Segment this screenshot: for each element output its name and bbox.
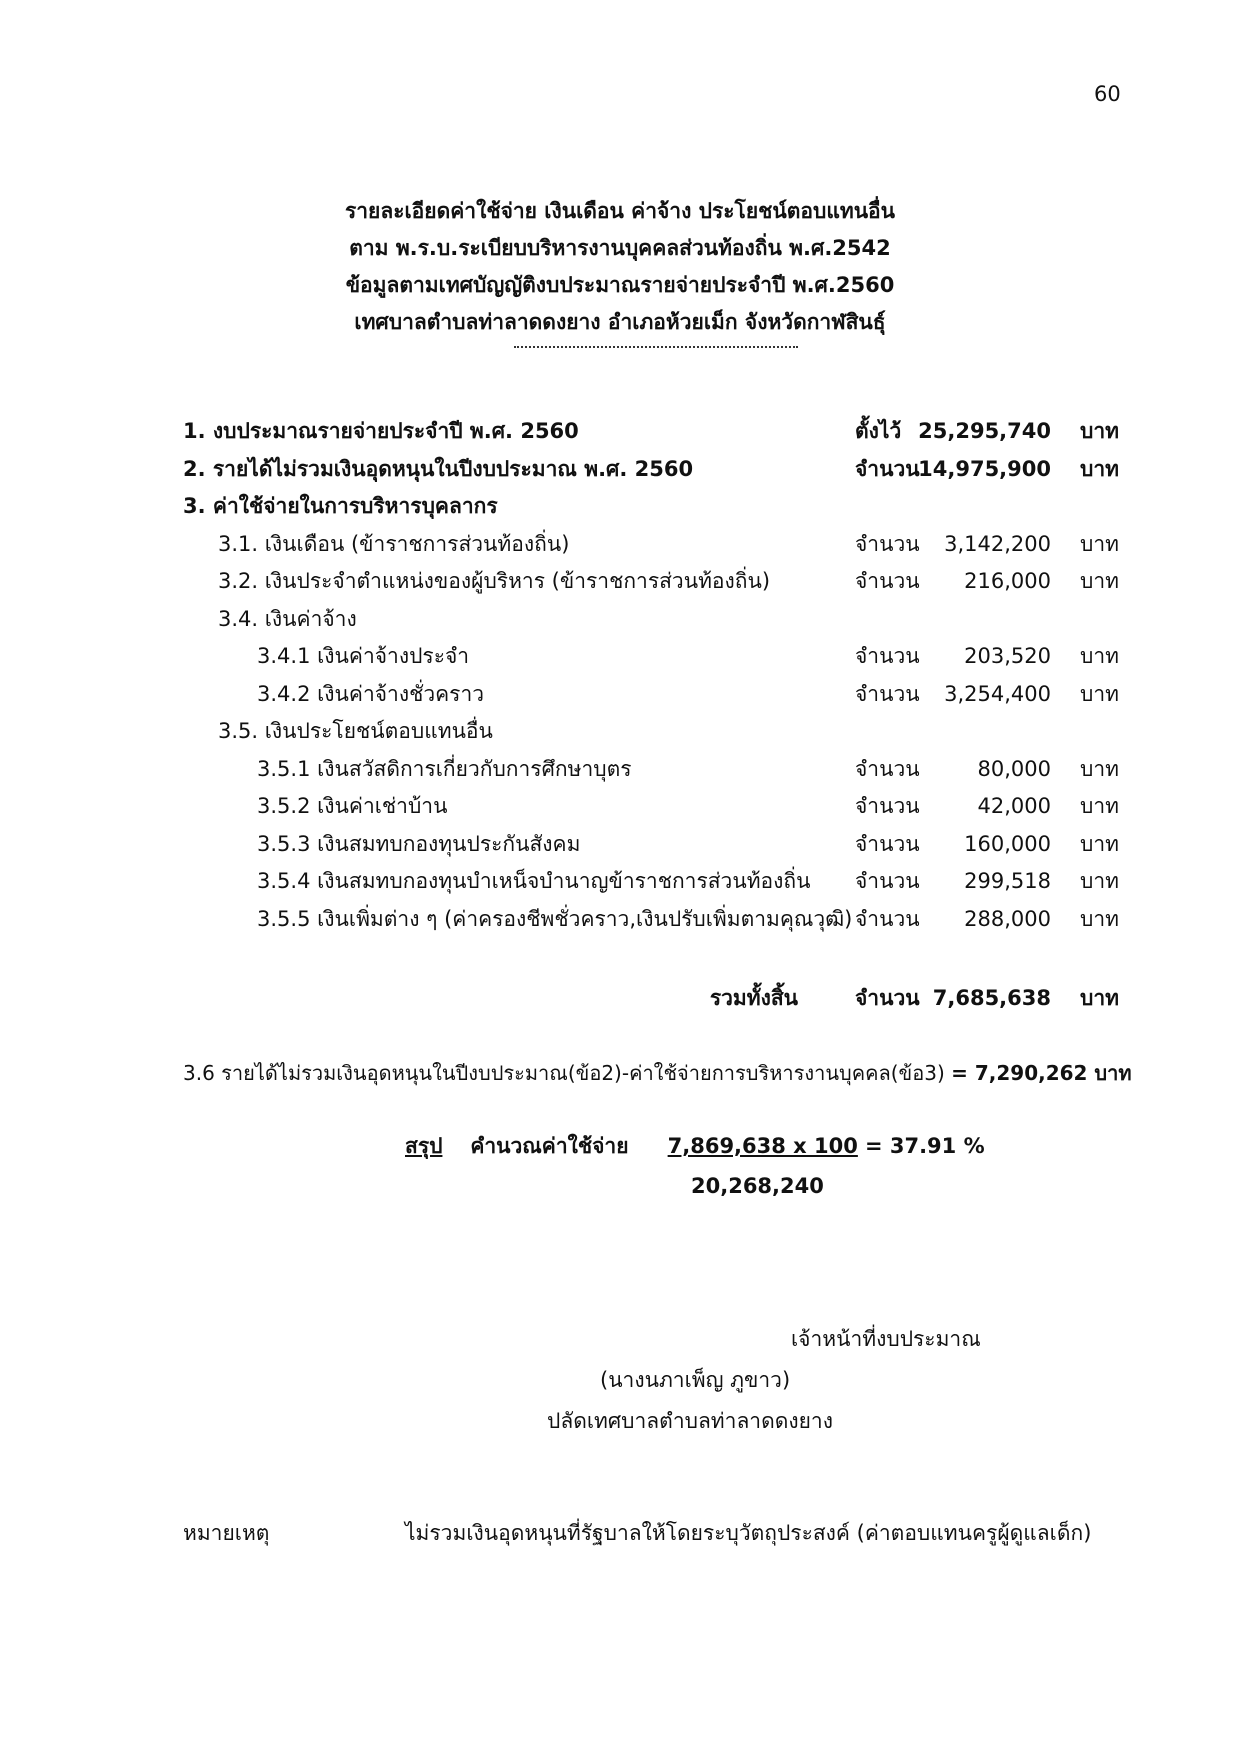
item-3-6-value: = 7,290,262 บาท <box>951 1061 1132 1085</box>
item-qty: จำนวน <box>855 831 920 856</box>
total-unit: บาท <box>1080 986 1119 1010</box>
item-label: 3. ค่าใช้จ่ายในการบริหารบุคลากร <box>183 494 498 518</box>
total-label: รวมทั้งสิ้น <box>709 986 798 1010</box>
list-item <box>183 863 1123 901</box>
item-unit: บาท <box>1080 456 1119 481</box>
list-item <box>183 601 1123 639</box>
item-qty: จำนวน <box>855 794 920 818</box>
signature-position: เจ้าหน้าที่งบประมาณ <box>791 1327 981 1351</box>
summary-word: สรุป <box>405 1134 443 1158</box>
list-item <box>183 676 1123 714</box>
page-number: 60 <box>1094 82 1121 106</box>
total-qty: จำนวน <box>855 986 920 1010</box>
summary-denominator: 20,268,240 <box>691 1174 824 1198</box>
item-amount: 216,000 <box>964 569 1051 593</box>
item-qty: จำนวน <box>855 531 920 556</box>
remark-text: ไม่รวมเงินอุดหนุนที่รัฐบาลให้โดยระบุวัตถุประสงค์ (ค่าตอบแทนครูผู้ดูแลเด็ก) <box>405 1521 1092 1545</box>
item-unit: บาท <box>1080 644 1119 668</box>
item-qty: ตั้งไว้ <box>855 419 902 443</box>
summary-result: = 37.91 % <box>864 1134 985 1158</box>
item-amount: 3,254,400 <box>944 681 1051 706</box>
item-unit: บาท <box>1080 869 1119 893</box>
list-item <box>183 826 1123 864</box>
item-qty: จำนวน <box>855 869 920 893</box>
document-header <box>0 193 1240 341</box>
item-label: 3.4.1 เงินค่าจ้างประจำ <box>257 644 470 668</box>
item-label: 3.5. เงินประโยชน์ตอบแทนอื่น <box>218 719 493 743</box>
item-amount: 288,000 <box>964 906 1051 931</box>
item-qty: จำนวน <box>855 681 920 706</box>
header-line-4: เทศบาลตำบลท่าลาดดงยาง อำเภอห้วยเม็ก จังหวัดกาฬสินธุ์ <box>354 310 886 334</box>
item-unit: บาท <box>1080 831 1119 856</box>
expense-list <box>183 413 1123 938</box>
list-item <box>183 638 1123 676</box>
list-item <box>183 751 1123 789</box>
list-item <box>183 413 1123 451</box>
item-3-6-text: 3.6 รายได้ไม่รวมเงินอุดหนุนในปีงบประมาณ(ข้อ2)-ค่าใช้จ่ายการบริหารงานบุคคล(ข้อ3) <box>183 1061 945 1085</box>
item-label: 3.1. เงินเดือน (ข้าราชการส่วนท้องถิ่น) <box>218 531 570 556</box>
list-item <box>183 451 1123 489</box>
item-qty: จำนวน <box>855 569 920 593</box>
item-amount: 14,975,900 <box>918 456 1051 481</box>
item-label: 3.5.2 เงินค่าเช่าบ้าน <box>257 794 448 818</box>
item-unit: บาท <box>1080 681 1119 706</box>
list-item <box>183 526 1123 564</box>
item-label: 3.4. เงินค่าจ้าง <box>218 606 357 631</box>
item-amount: 3,142,200 <box>944 531 1051 556</box>
item-qty: จำนวน <box>855 644 920 668</box>
item-unit: บาท <box>1080 756 1119 781</box>
item-qty: จำนวน <box>855 456 920 481</box>
item-unit: บาท <box>1080 794 1119 818</box>
list-item <box>183 488 1123 526</box>
list-item <box>183 563 1123 601</box>
item-label: 3.5.4 เงินสมทบกองทุนบำเหน็จบำนาญข้าราชการส่วนท้องถิ่น <box>257 869 811 893</box>
item-3-6 <box>183 1055 1132 1091</box>
item-unit: บาท <box>1080 906 1119 931</box>
list-item <box>183 713 1123 751</box>
remark-label: หมายเหตุ <box>183 1521 270 1545</box>
dotted-divider <box>514 346 798 348</box>
total-amount: 7,685,638 <box>932 986 1051 1010</box>
item-qty: จำนวน <box>855 756 920 781</box>
item-amount: 80,000 <box>977 756 1051 781</box>
item-amount: 160,000 <box>964 831 1051 856</box>
item-amount: 42,000 <box>977 794 1051 818</box>
signature-title: ปลัดเทศบาลตำบลท่าลาดดงยาง <box>547 1409 833 1433</box>
header-line-2: ตาม พ.ร.บ.ระเบียบบริหารงานบุคคลส่วนท้องถิ่น พ.ศ.2542 <box>349 236 891 260</box>
item-label: 3.5.5 เงินเพิ่มต่าง ๆ (ค่าครองชีพชั่วคราว,เงินปรับเพิ่มตามคุณวุฒิ) <box>257 906 853 931</box>
item-label: 2. รายได้ไม่รวมเงินอุดหนุนในปีงบประมาณ พ.ศ. 2560 <box>183 456 694 481</box>
item-label: 3.2. เงินประจำตำแหน่งของผู้บริหาร (ข้าราชการส่วนท้องถิ่น) <box>218 569 771 593</box>
list-item <box>183 788 1123 826</box>
item-label: 3.5.3 เงินสมทบกองทุนประกันสังคม <box>257 831 581 856</box>
summary-calculation <box>405 1128 985 1164</box>
item-label: 3.5.1 เงินสวัสดิการเกี่ยวกับการศึกษาบุตร <box>257 756 632 781</box>
list-item <box>183 901 1123 939</box>
item-amount: 25,295,740 <box>918 419 1051 443</box>
item-amount: 299,518 <box>964 869 1051 893</box>
item-unit: บาท <box>1080 419 1119 443</box>
header-line-3: ข้อมูลตามเทศบัญญัติงบประมาณรายจ่ายประจำปี พ.ศ.2560 <box>345 273 895 297</box>
summary-numerator: 7,869,638 x 100 <box>667 1134 858 1158</box>
item-unit: บาท <box>1080 531 1119 556</box>
item-unit: บาท <box>1080 569 1119 593</box>
item-label: 1. งบประมาณรายจ่ายประจำปี พ.ศ. 2560 <box>183 419 579 443</box>
item-label: 3.4.2 เงินค่าจ้างชั่วคราว <box>257 681 485 706</box>
summary-label: คำนวณค่าใช้จ่าย <box>470 1134 629 1158</box>
signature-name: (นางนภาเพ็ญ ภูขาว) <box>600 1368 791 1392</box>
grand-total-row <box>183 979 1123 1017</box>
header-line-1: รายละเอียดค่าใช้จ่าย เงินเดือน ค่าจ้าง ประโยชน์ตอบแทนอื่น <box>344 199 896 223</box>
item-qty: จำนวน <box>855 906 920 931</box>
item-amount: 203,520 <box>964 644 1051 668</box>
